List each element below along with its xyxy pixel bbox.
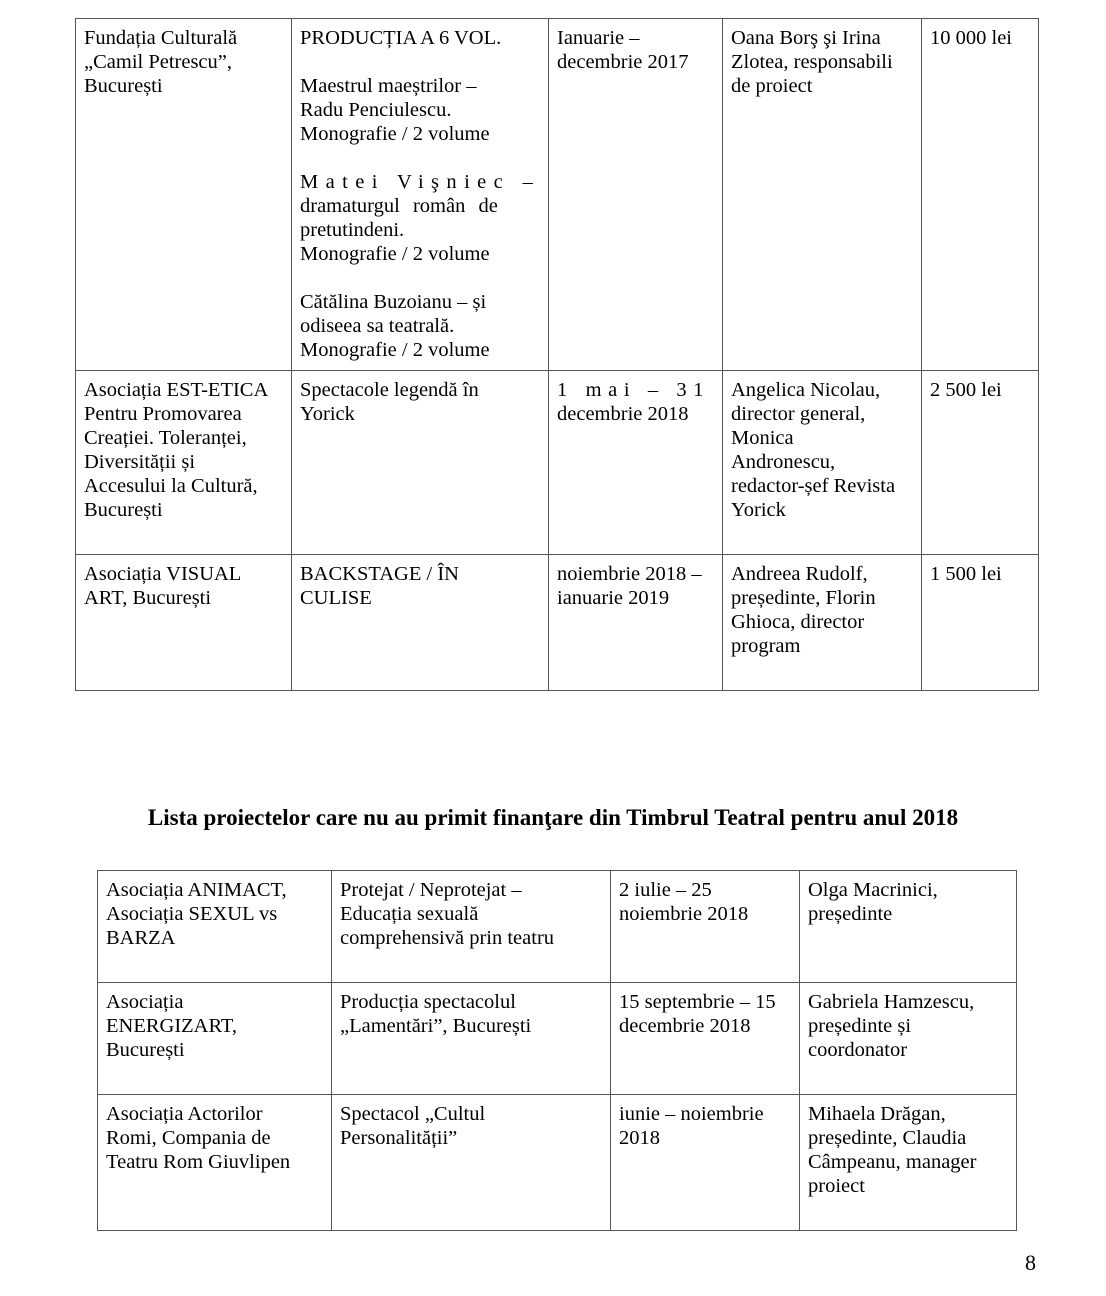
cell-text: iunie – noiembrie	[619, 1103, 764, 1125]
cell-text: Asociația Actorilor	[106, 1103, 263, 1125]
project-cell	[292, 371, 549, 555]
cell-text: 1 mai – 31	[557, 379, 711, 401]
organization-cell	[98, 983, 332, 1095]
period-cell	[549, 371, 723, 555]
cell-text: Romi, Compania de	[106, 1127, 271, 1149]
cell-text: Accesului la Cultură,	[84, 475, 258, 497]
period-cell	[611, 983, 800, 1095]
cell-text: Protejat / Neprotejat –	[340, 879, 522, 901]
cell-text: Diversității și	[84, 451, 196, 473]
cell-text: program	[731, 635, 801, 657]
cell-text: Monografie / 2 volume	[300, 243, 490, 265]
amount-cell	[922, 19, 1039, 371]
cell-text: Asociația ANIMACT,	[106, 879, 287, 901]
cell-text: 1 500 lei	[930, 563, 1002, 585]
cell-text: Andreea Rudolf,	[731, 563, 868, 585]
cell-text: ART, București	[84, 587, 212, 609]
table-row	[98, 1095, 1017, 1231]
cell-text: Fundația Culturală	[84, 27, 238, 49]
cell-text: Asociația	[106, 991, 184, 1013]
cell-text: București	[106, 1039, 185, 1061]
cell-text: Maestrul maeștrilor –	[300, 75, 477, 97]
cell-text: Ghioca, director	[731, 611, 865, 633]
organization-cell	[76, 19, 292, 371]
blank-line	[300, 266, 540, 290]
cell-text: Matei Vişniec –	[300, 171, 541, 193]
unfunded-projects-table	[97, 870, 1017, 1231]
cell-text: proiect	[808, 1175, 865, 1197]
responsible-cell	[723, 555, 922, 691]
cell-text: Monica	[731, 427, 794, 449]
cell-text: președinte	[808, 903, 893, 925]
cell-text: dramaturgul român de	[300, 195, 498, 217]
cell-text: Yorick	[300, 403, 355, 425]
cell-text: Angelica Nicolau,	[731, 379, 881, 401]
cell-text: Yorick	[731, 499, 786, 521]
period-cell	[611, 871, 800, 983]
blank-line	[300, 146, 540, 170]
cell-text: Mihaela Drăgan,	[808, 1103, 946, 1125]
table-row	[98, 871, 1017, 983]
cell-text: BARZA	[106, 927, 176, 949]
responsible-cell	[800, 983, 1017, 1095]
table-row	[98, 983, 1017, 1095]
organization-cell	[98, 1095, 332, 1231]
cell-text: Radu Penciulescu.	[300, 99, 452, 121]
cell-text: coordonator	[808, 1039, 908, 1061]
cell-text: odiseea sa teatrală.	[300, 315, 455, 337]
cell-text: Cătălina Buzoianu – și	[300, 291, 487, 313]
cell-text: 10 000 lei	[930, 27, 1012, 49]
period-cell	[549, 19, 723, 371]
cell-text: decembrie 2017	[557, 51, 689, 73]
cell-text: Pentru Promovarea	[84, 403, 242, 425]
cell-text: Spectacol „Cultul	[340, 1103, 486, 1125]
cell-text: „Camil Petrescu”,	[84, 51, 233, 73]
cell-text: director general,	[731, 403, 866, 425]
table-row	[76, 555, 1039, 691]
period-cell	[611, 1095, 800, 1231]
cell-text: decembrie 2018	[619, 1015, 751, 1037]
blank-line	[300, 50, 540, 74]
cell-text: 2 500 lei	[930, 379, 1002, 401]
cell-text: Zlotea, responsabili	[731, 51, 893, 73]
cell-text: comprehensivă prin teatru	[340, 927, 555, 949]
cell-text: 2 iulie – 25	[619, 879, 712, 901]
cell-text: CULISE	[300, 587, 372, 609]
project-cell	[292, 19, 549, 371]
organization-cell	[76, 555, 292, 691]
cell-text: Asociația SEXUL vs	[106, 903, 278, 925]
cell-text: de proiect	[731, 75, 813, 97]
cell-text: 15 septembrie – 15	[619, 991, 776, 1013]
funded-projects-table	[75, 18, 1039, 691]
cell-text: Spectacole legendă în	[300, 379, 479, 401]
cell-text: Andronescu,	[731, 451, 836, 473]
page-number: 8	[1025, 1250, 1036, 1275]
cell-text: președinte, Claudia	[808, 1127, 967, 1149]
responsible-cell	[800, 871, 1017, 983]
project-cell	[332, 983, 611, 1095]
cell-text: Asociația EST-ETICA	[84, 379, 269, 401]
cell-text: președinte și	[808, 1015, 912, 1037]
cell-text: noiembrie 2018	[619, 903, 749, 925]
responsible-cell	[723, 371, 922, 555]
cell-text: „Lamentări”, București	[340, 1015, 532, 1037]
cell-text: Asociația VISUAL	[84, 563, 242, 585]
project-cell	[332, 871, 611, 983]
cell-text: Olga Macrinici,	[808, 879, 938, 901]
responsible-cell	[723, 19, 922, 371]
cell-text: Personalității”	[340, 1127, 458, 1149]
cell-text: pretutindeni.	[300, 219, 405, 241]
cell-text: redactor-șef Revista	[731, 475, 896, 497]
project-cell	[332, 1095, 611, 1231]
cell-text: București	[84, 75, 163, 97]
section-heading: Lista proiectelor care nu au primit finanţare din Timbrul Teatral pentru anul 2018	[147, 805, 959, 830]
cell-text: președinte, Florin	[731, 587, 876, 609]
cell-text: Producția spectacolul	[340, 991, 516, 1013]
table-row	[76, 19, 1039, 371]
cell-text: Câmpeanu, manager	[808, 1151, 977, 1173]
project-cell	[292, 555, 549, 691]
cell-text: București	[84, 499, 163, 521]
cell-text: Creației. Toleranței,	[84, 427, 247, 449]
cell-text: PRODUCȚIA A 6 VOL.	[300, 27, 502, 49]
cell-text: Gabriela Hamzescu,	[808, 991, 975, 1013]
table-row	[76, 371, 1039, 555]
cell-text: decembrie 2018	[557, 403, 689, 425]
cell-text: Oana Borş şi Irina	[731, 27, 881, 49]
period-cell	[549, 555, 723, 691]
responsible-cell	[800, 1095, 1017, 1231]
cell-text: Monografie / 2 volume	[300, 339, 490, 361]
cell-text: 2018	[619, 1127, 660, 1149]
cell-text: Ianuarie –	[557, 27, 640, 49]
amount-cell	[922, 371, 1039, 555]
cell-text: BACKSTAGE / ÎN	[300, 563, 459, 585]
organization-cell	[76, 371, 292, 555]
cell-text: Monografie / 2 volume	[300, 123, 490, 145]
amount-cell	[922, 555, 1039, 691]
cell-text: ianuarie 2019	[557, 587, 670, 609]
cell-text: Educația sexuală	[340, 903, 479, 925]
cell-text: Teatru Rom Giuvlipen	[106, 1151, 291, 1173]
cell-text: ENERGIZART,	[106, 1015, 238, 1037]
organization-cell	[98, 871, 332, 983]
cell-text: noiembrie 2018 –	[557, 563, 702, 585]
